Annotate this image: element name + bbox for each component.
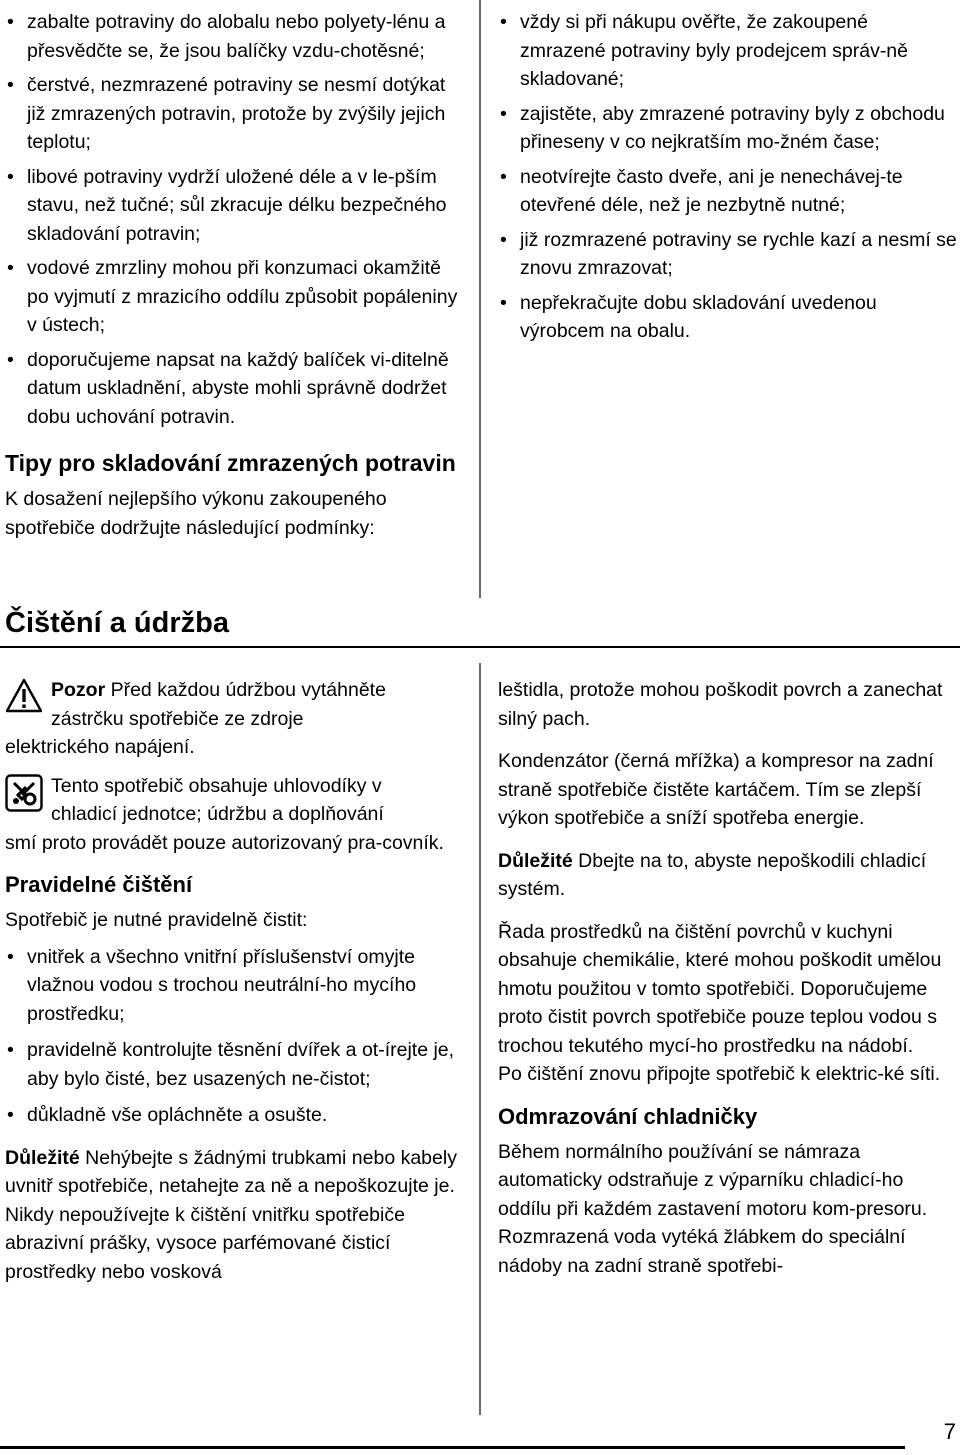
heading-defrosting: Odmrazování chladničky [498, 1103, 758, 1129]
list-item: • neotvírejte často dveře, ani je nenechávej-te otevřené déle, než je nezbytně nutné; [498, 163, 958, 220]
heading-regular-cleaning: Pravidelné čištění [5, 872, 193, 897]
bottom-left-column [5, 676, 465, 1286]
list-item: • již rozmrazené potraviny se rychle kazí a nesmí se znovu zmrazovat; [498, 226, 958, 283]
section-rule [0, 646, 960, 648]
paragraph: leštidla, protože mohou poškodit povrch a zanechat silný pach. [498, 679, 943, 730]
important-text: Dbejte na to, abyste nepoškodili chladicí systém. [498, 849, 927, 900]
list-item: • doporučujeme napsat na každý balíček vi-ditelně datum uskladnění, abyste mohli správně dodržet dobu uchování potravin. [5, 346, 465, 432]
list-item: • pravidelně kontrolujte těsnění dvířek a ot-írejte je, aby bylo čisté, bez usazených ne-čistot; [5, 1036, 465, 1093]
section-heading-frozen-tips: Tipy pro skladování zmrazených potravin [5, 450, 456, 476]
purchase-tips-list [498, 8, 958, 346]
bottom-right-column [498, 676, 960, 1280]
paragraph: Během normálního používání se námraza automaticky odstraňuje z výparníku chladicí-ho oddílu při každém zastavení motoru kom-presoru. Rozmrazená voda vytéká žlábkem do speciální nádoby na zadní straně spotřebi- [498, 1140, 928, 1277]
warning-text: Před každou údržbou vytáhněte [105, 679, 386, 701]
page-number: 7 [943, 1419, 956, 1444]
list-item: • zabalte potraviny do alobalu nebo polyety-lénu a přesvědčte se, že jsou balíčky vzdu-chotěsné; [5, 8, 465, 65]
footer-rule [0, 1446, 905, 1449]
service-text: chladicí jednotce; údržbu a doplňování [51, 803, 384, 825]
list-item: • vnitřek a všechno vnitřní příslušenství omyjte vlažnou vodou s trochou neutrální-ho mycího prostředku; [5, 943, 465, 1029]
paragraph: Nikdy nepoužívejte k čištění vnitřku spotřebiče abrazivní prášky, vysoce parfémované čisticí prostředky nebo vosková [5, 1203, 405, 1283]
paragraph: K dosažení nejlepšího výkonu zakoupeného spotřebiče dodržujte následující podmínky: [5, 488, 387, 539]
warning-text: elektrického napájení. [5, 736, 195, 758]
list-item: • libové potraviny vydrží uložené déle a v le-pším stavu, než tučné; sůl zkracuje délku bezpečného skladování potravin; [5, 163, 465, 249]
warning-triangle-icon [5, 678, 43, 716]
paragraph: Po čištění znovu připojte spotřebič k elektric-ké síti. [498, 1063, 941, 1085]
service-wrench-icon [5, 774, 43, 812]
warning-text: zástrčku spotřebiče ze zdroje [51, 707, 304, 730]
important-note [498, 847, 960, 904]
top-left-column [5, 8, 465, 542]
cleaning-list [5, 943, 465, 1130]
paragraph: Spotřebič je nutné pravidelně čistit: [5, 909, 308, 931]
list-item: • vždy si při nákupu ověřte, že zakoupené zmrazené potraviny byly prodejcem správ-ně skladované; [498, 8, 958, 94]
important-text: Nehýbejte s žádnými trubkami nebo kabely uvnitř spotřebiče, netahejte za ně a nepoškozujte je. [5, 1146, 457, 1197]
important-note [5, 1144, 465, 1201]
service-text: Tento spotřebič obsahuje uhlovodíky v [51, 774, 382, 797]
list-item: • vodové zmrzliny mohou při konzumaci okamžitě po vyjmutí z mrazicího oddílu způsobit popáleniny v ústech; [5, 254, 465, 340]
important-label: Důležité [498, 849, 573, 872]
column-divider [479, 663, 481, 1415]
section-title: Čištění a údržba [5, 607, 229, 639]
service-text: smí proto provádět pouze autorizovaný pra-covník. [5, 831, 444, 854]
service-note [5, 772, 465, 858]
paragraph: Řada prostředků na čištění povrchů v kuchyni obsahuje chemikálie, které mohou poškodit umělou hmotu použitou v tomto spotřebiči. Doporučujeme proto čistit povrch spotřebiče pouze teplou vodou s trochou tekutého mycí-ho prostředku na nádobí. [498, 920, 942, 1057]
list-item: • důkladně vše opláchněte a osušte. [5, 1101, 465, 1130]
list-item: • zajistěte, aby zmrazené potraviny byly z obchodu přineseny v co nejkratším mo-žném čase; [498, 100, 958, 157]
top-right-column [498, 8, 958, 346]
warning-note [5, 676, 465, 762]
important-label: Důležité [5, 1146, 80, 1169]
list-item: • čerstvé, nezmrazené potraviny se nesmí dotýkat již zmrazených potravin, protože by zvýšily jejich teplotu; [5, 71, 465, 157]
column-divider [479, 0, 481, 598]
paragraph: Kondenzátor (černá mřížka) a kompresor na zadní straně spotřebiče čistěte kartáčem. Tím se zlepší výkon spotřebiče a sníží spotřeba energie. [498, 750, 934, 829]
warning-label: Pozor [51, 679, 106, 701]
list-item: • nepřekračujte dobu skladování uvedenou výrobcem na obalu. [498, 289, 958, 346]
storage-tips-list [5, 8, 465, 431]
